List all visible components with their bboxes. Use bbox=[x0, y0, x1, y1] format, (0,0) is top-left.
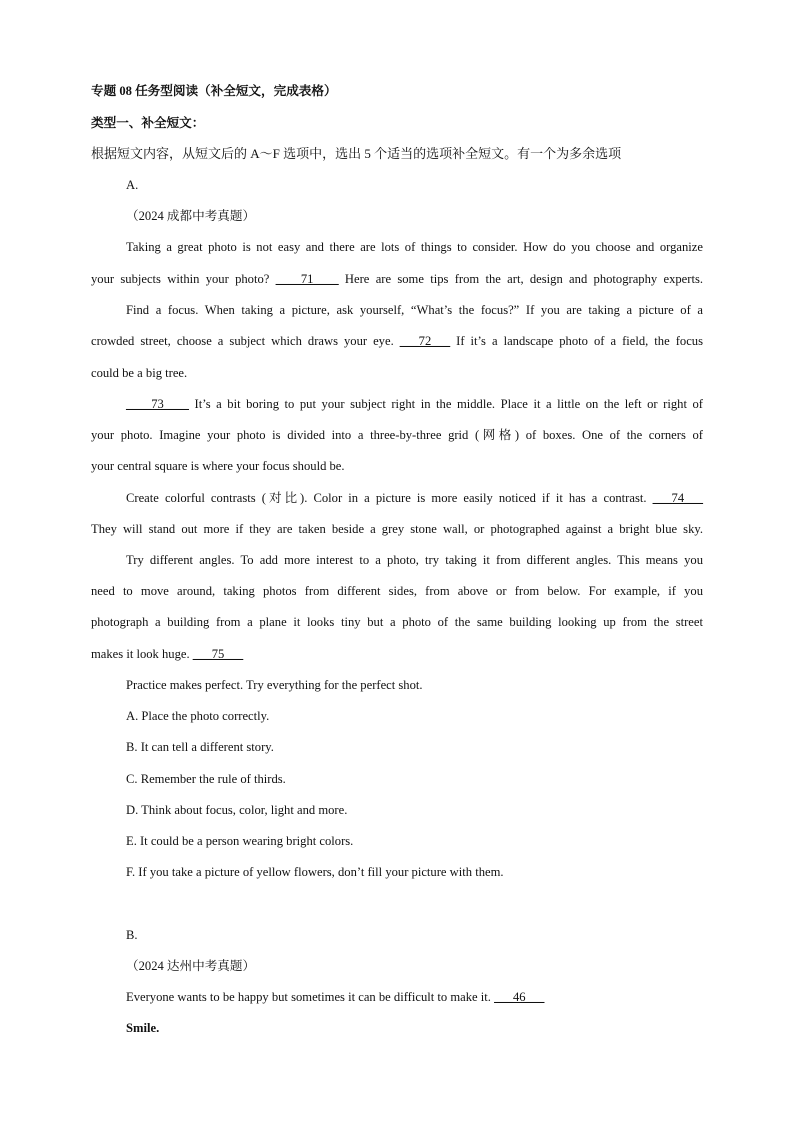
blank-75: ___75___ bbox=[192, 647, 244, 661]
paragraph-line: makes it look huge. ___75___ bbox=[91, 647, 244, 661]
blank-74: ___74___ bbox=[652, 491, 703, 505]
paragraph-line: your photo. Imagine your photo is divided into a three-by-three grid (网格) of boxes. One of the corners of bbox=[91, 428, 703, 442]
blank-73: ____73____ bbox=[126, 397, 189, 411]
paragraph-line: They will stand out more if they are taken beside a grey stone wall, or photographed against a bright blue sky. bbox=[91, 522, 703, 536]
document-title: 专题 08 任务型阅读（补全短文，完成表格） bbox=[91, 84, 337, 98]
blank-72: ___72___ bbox=[399, 334, 451, 348]
subheading-smile: Smile. bbox=[126, 1021, 160, 1035]
blank-46: ___46___ bbox=[494, 990, 545, 1004]
paragraph-line: Practice makes perfect. Try everything for the perfect shot. bbox=[126, 678, 423, 692]
instruction-text: 根据短文内容，从短文后的 A～F 选项中，选出 5 个适当的选项补全短文。有一个为多余选项 bbox=[91, 146, 622, 161]
paragraph-line: crowded street, choose a subject which draws your eye. ___72___ If it’s a landscape photo of a field, the focus bbox=[91, 334, 703, 348]
section-a-label: A. bbox=[126, 178, 139, 192]
paragraph-line: Find a focus. When taking a picture, ask yourself, “What’s the focus?” If you are taking a picture of a bbox=[126, 303, 703, 317]
section-b-label: B. bbox=[126, 928, 138, 942]
paragraph-line: ____73____ It’s a bit boring to put your subject right in the middle. Place it a little on the left or right of bbox=[126, 397, 703, 411]
paragraph-line: Taking a great photo is not easy and there are lots of things to consider. How do you choose and organize bbox=[126, 240, 703, 254]
option-a: A. Place the photo correctly. bbox=[126, 709, 270, 723]
option-f: F. If you take a picture of yellow flowers, don’t fill your picture with them. bbox=[126, 865, 504, 879]
paragraph-line: Everyone wants to be happy but sometimes it can be difficult to make it. ___46___ bbox=[126, 990, 545, 1004]
paragraph-line: Try different angles. To add more interest to a photo, try taking it from different angles. This means you bbox=[126, 553, 703, 567]
paragraph-line: Create colorful contrasts (对比). Color in a picture is more easily noticed if it has a contrast. ___74___ bbox=[126, 491, 703, 505]
option-e: E. It could be a person wearing bright colors. bbox=[126, 834, 354, 848]
option-d: D. Think about focus, color, light and more. bbox=[126, 803, 348, 817]
paragraph-line: your central square is where your focus should be. bbox=[91, 459, 345, 473]
paragraph-line: photograph a building from a plane it looks tiny but a photo of the same building looking up from the street bbox=[91, 615, 703, 629]
type-heading: 类型一、补全短文： bbox=[91, 116, 205, 130]
paragraph-line: need to move around, taking photos from different sides, from above or from below. For example, if you bbox=[91, 584, 703, 598]
option-b: B. It can tell a different story. bbox=[126, 740, 274, 754]
option-c: C. Remember the rule of thirds. bbox=[126, 772, 286, 786]
paragraph-line: could be a big tree. bbox=[91, 366, 188, 380]
blank-71: ____71____ bbox=[275, 272, 339, 286]
section-b-source: （2024 达州中考真题） bbox=[126, 959, 256, 973]
paragraph-line: your subjects within your photo? ____71____ Here are some tips from the art, design and photography experts. bbox=[91, 272, 703, 286]
section-a-source: （2024 成都中考真题） bbox=[126, 209, 256, 223]
